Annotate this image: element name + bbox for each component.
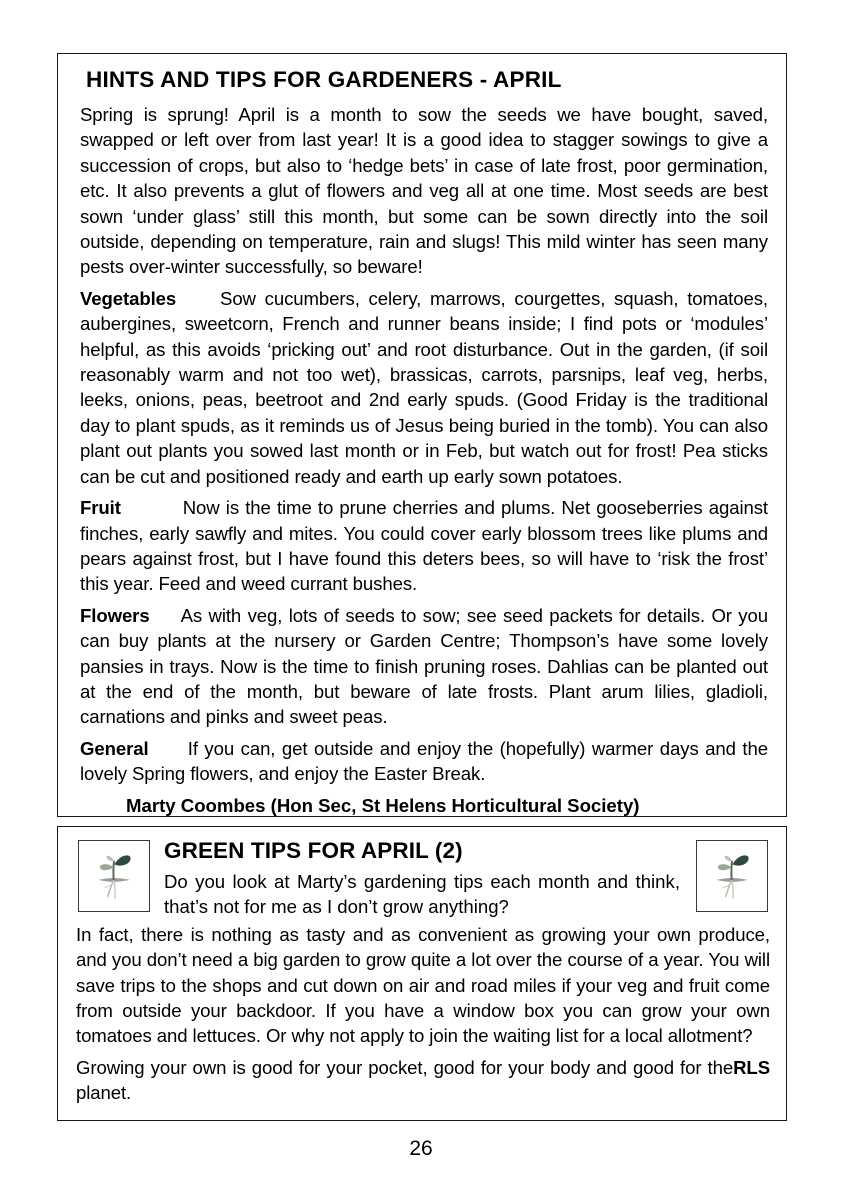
heading-spacer — [149, 738, 188, 759]
section-heading-general: General — [80, 737, 149, 759]
section-heading-vegetables: Vegetables — [80, 287, 177, 309]
gardening-intro-paragraph: Spring is sprung! April is a month to sow the seeds we have bought, saved, swapped or left over from last year! It is a good idea to stagger sowings to give a succession of crops, but also to ‘hedge bets’ in case of late frost, poor germination, etc. It also prevents a glut of flowers and veg all at one time. Most seeds are best sown ‘under glass’ still this month, but some can be sown directly into the soil outside, depending on temperature, rain and slugs! This mild winter has seen many pests over-winter successfully, so beware! — [80, 104, 768, 278]
heading-spacer — [121, 497, 183, 518]
seedling-image-right — [696, 840, 768, 912]
green-tips-body — [76, 922, 770, 1106]
green-tips-panel — [57, 826, 787, 1121]
green-tips-header-text — [164, 838, 680, 920]
gardening-section-vegetables — [80, 286, 768, 489]
section-body-vegetables: Sow cucumbers, celery, marrows, courgettes, squash, tomatoes, aubergines, sweetcorn, French and runner beans inside; I find pots or ‘modules’ helpful, as this avoids ‘pricking out’ and root disturbance. Out in the garden, (if soil reasonably warm and not too wet), brassicas, carrots, parsnips, leaf veg, herbs, leeks, onions, peas, beetroot and 2nd early spuds. (Good Friday is the traditional day to plant spuds, as it reminds us of Jesus being buried in the tomb). You can also plant out plants you sowed last month or in Feb, but watch out for frost! Pea sticks can be cut and positioned ready and earth up early sown potatoes. — [80, 287, 768, 487]
green-tips-paragraph-1: In fact, there is nothing as tasty and as convenient as growing your own produce, and you don’t need a big garden to grow quite a lot over the course of a year. You will save trips to the shops and cut down on air and road miles if your veg and fruit come from outside your backdoor. If you have a window box you can grow your own tomatoes and lettuces. Or why not apply to join the waiting list for a local allotment? — [76, 923, 770, 1047]
heading-spacer — [176, 288, 220, 309]
green-tips-signature: RLS — [733, 1056, 770, 1078]
section-body-flowers: As with veg, lots of seeds to sow; see seed packets for details. Or you can buy plants at the nursery or Garden Centre; Thompson’s have some lovely pansies in trays. Now is the time to finish pruning roses. Dahlias can be planted out at the end of the month, but beware of late frosts. Plant arum lilies, gladioli, carnations and pinks and sweet peas. — [80, 604, 768, 728]
section-heading-fruit: Fruit — [80, 497, 121, 519]
page-number: 26 — [409, 1137, 433, 1160]
section-body-fruit: Now is the time to prune cherries and plums. Net gooseberries against finches, early sawfly and mites. You could cover early blossom trees like plums and pears against frost, but I have found this deters bees, so will have to ‘risk the frost’ this year. Feed and weed currant bushes. — [80, 497, 768, 595]
heading-spacer — [150, 605, 181, 626]
seedling-icon — [79, 841, 149, 911]
gardening-tips-panel — [57, 53, 787, 817]
gardening-section-general — [80, 736, 768, 787]
green-tips-paragraph-2-text: Growing your own is good for your pocket, good for your body and good for the planet. — [76, 1056, 734, 1104]
seedling-icon — [697, 841, 767, 911]
gardening-section-fruit — [80, 495, 768, 597]
gardening-section-flowers — [80, 603, 768, 730]
green-tips-header — [76, 838, 770, 920]
green-tips-title: GREEN TIPS FOR APRIL (2) — [164, 838, 463, 863]
page-title: HINTS AND TIPS FOR GARDENERS - APRIL — [86, 67, 562, 92]
gardening-byline: Marty Coombes (Hon Sec, St Helens Horticultural Society) — [126, 794, 640, 816]
section-heading-flowers: Flowers — [80, 604, 150, 626]
green-tips-paragraph-2 — [76, 1055, 770, 1106]
seedling-image-left — [78, 840, 150, 912]
green-tips-intro: Do you look at Marty’s gardening tips each month and think, that’s not for me as I don’t grow anything? — [164, 870, 680, 918]
section-body-general: If you can, get outside and enjoy the (hopefully) warmer days and the lovely Spring flowers, and enjoy the Easter Break. — [80, 737, 768, 785]
